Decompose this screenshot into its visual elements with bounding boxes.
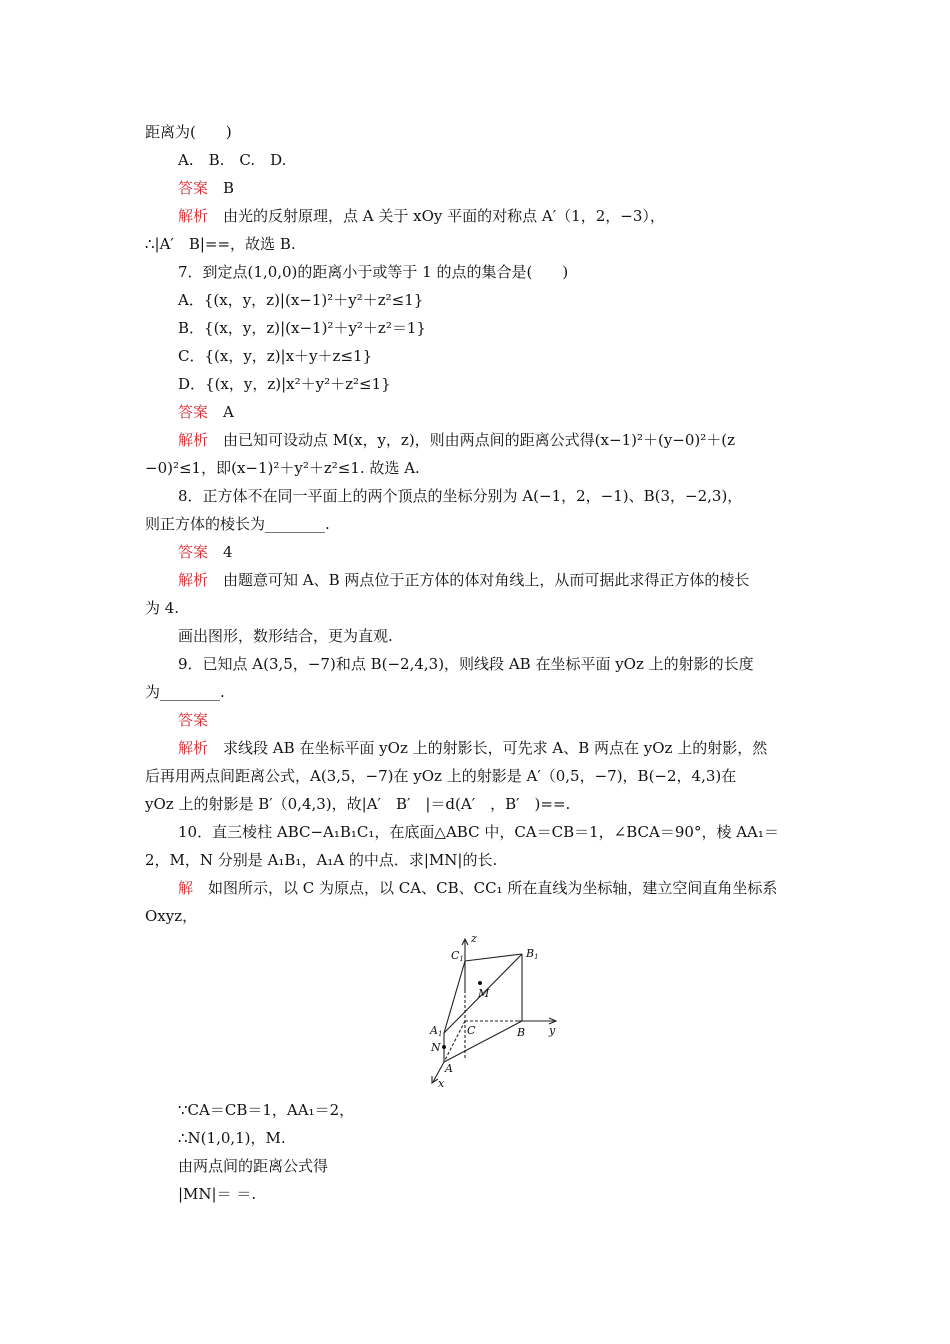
answer-label: 答案 <box>178 179 209 197</box>
label-n: N <box>431 1041 441 1054</box>
answer-line: 答案 A <box>178 403 234 421</box>
analysis-label: 解析 <box>178 207 209 225</box>
answer-label: 答案 <box>178 711 209 729</box>
point-m <box>478 981 482 985</box>
solution-line: 解 如图所示，以 C 为原点，以 CA、CB、CC₁ 所在直线为坐标轴，建立空间直角坐标系 <box>178 879 778 897</box>
question-line: 10．直三棱柱 ABC−A₁B₁C₁，在底面△ABC 中，CA＝CB＝1，∠BCA＝90°，棱 AA₁＝ <box>178 823 779 841</box>
label-b1: B1 <box>526 947 539 961</box>
analysis-label: 解析 <box>178 571 209 589</box>
answer-label: 答案 <box>178 403 209 421</box>
text-line: 画出图形，数形结合，更为直观. <box>178 627 393 645</box>
solution-label: 解 <box>178 879 194 897</box>
text-line: |MN|＝ ＝. <box>178 1185 257 1203</box>
text-line: ∴|A′ B|==，故选 B. <box>145 235 296 253</box>
option-c: C．{(x，y，z)|x＋y＋z≤1} <box>178 347 373 365</box>
label-c: C <box>467 1024 476 1037</box>
label-a1: A1 <box>430 1024 443 1038</box>
point-n <box>442 1045 446 1049</box>
label-x: x <box>438 1077 445 1088</box>
analysis-line: 解析 由题意可知 A、B 两点位于正方体的体对角线上，从而可据此求得正方体的棱长 <box>178 571 750 589</box>
analysis-line: 解析 求线段 AB 在坐标平面 yOz 上的射影长，可先求 A、B 两点在 yOz 上的射影，然 <box>178 739 768 757</box>
text-line: 距离为( ) <box>145 123 232 141</box>
text-line: −0)²≤1，即(x−1)²＋y²＋z²≤1. 故选 A. <box>145 459 420 477</box>
label-a: A <box>445 1062 453 1075</box>
answer-line: 答案 B <box>178 179 235 197</box>
option-d: D．{(x，y，z)|x²＋y²＋z²≤1} <box>178 375 391 393</box>
text-line: 后再用两点间距离公式，A(3,5，−7)在 yOz 上的射影是 A′（0,5，−7)，B(−2，4,3)在 <box>145 767 737 785</box>
answer-line <box>178 710 810 730</box>
label-c1: C1 <box>451 949 464 963</box>
text-line: ∴N(1,0,1)，M. <box>178 1129 286 1147</box>
analysis-line: 解析 由已知可设动点 M(x，y，z)，则由两点间的距离公式得(x−1)²＋(y−0)²＋(z <box>178 431 736 449</box>
prism-diagram <box>418 928 568 1088</box>
label-y: y <box>549 1024 556 1037</box>
answer-line: 答案 4 <box>178 543 233 561</box>
question-line: 9．已知点 A(3,5，−7)和点 B(−2,4,3)，则线段 AB 在坐标平面 yOz 上的射影的长度 <box>178 655 754 673</box>
analysis-line: 解析 由光的反射原理，点 A 关于 xOy 平面的对称点 A′（1，2，−3）， <box>178 207 665 225</box>
question-line: 7．到定点(1,0,0)的距离小于或等于 1 的点的集合是( ) <box>178 263 569 281</box>
text-line: 为 4. <box>145 599 180 617</box>
text-line: Oxyz， <box>145 907 198 925</box>
prism-diagram-svg <box>418 928 568 1088</box>
text-line: 则正方体的棱长为________. <box>145 515 330 533</box>
label-z: z <box>471 932 477 945</box>
edge-ca-hidden <box>444 1021 465 1062</box>
analysis-label: 解析 <box>178 431 209 449</box>
text-line: 为________. <box>145 683 225 701</box>
text-line: ∵CA＝CB＝1，AA₁＝2， <box>178 1101 355 1119</box>
edge-a-b <box>444 1021 522 1062</box>
option-a: A．{(x，y，z)|(x−1)²＋y²＋z²≤1} <box>178 291 424 309</box>
options-line: A. B. C. D. <box>178 151 287 169</box>
edge-c1-b1 <box>465 954 522 961</box>
option-b: B．{(x，y，z)|(x−1)²＋y²＋z²＝1} <box>178 319 426 337</box>
text-line: 2，M，N 分别是 A₁B₁，A₁A 的中点．求|MN|的长. <box>145 851 498 869</box>
text-line: 由两点间的距离公式得 <box>178 1157 329 1175</box>
analysis-label: 解析 <box>178 739 209 757</box>
question-line: 8．正方体不在同一平面上的两个顶点的坐标分别为 A(−1，2，−1)、B(3，−2,3)， <box>178 487 743 505</box>
label-b: B <box>517 1026 526 1039</box>
text-line: yOz 上的射影是 B′（0,4,3)，故|A′ B′ |＝d(A′ ，B′ )==. <box>145 795 571 813</box>
answer-label: 答案 <box>178 543 209 561</box>
label-m: M <box>478 987 490 1000</box>
